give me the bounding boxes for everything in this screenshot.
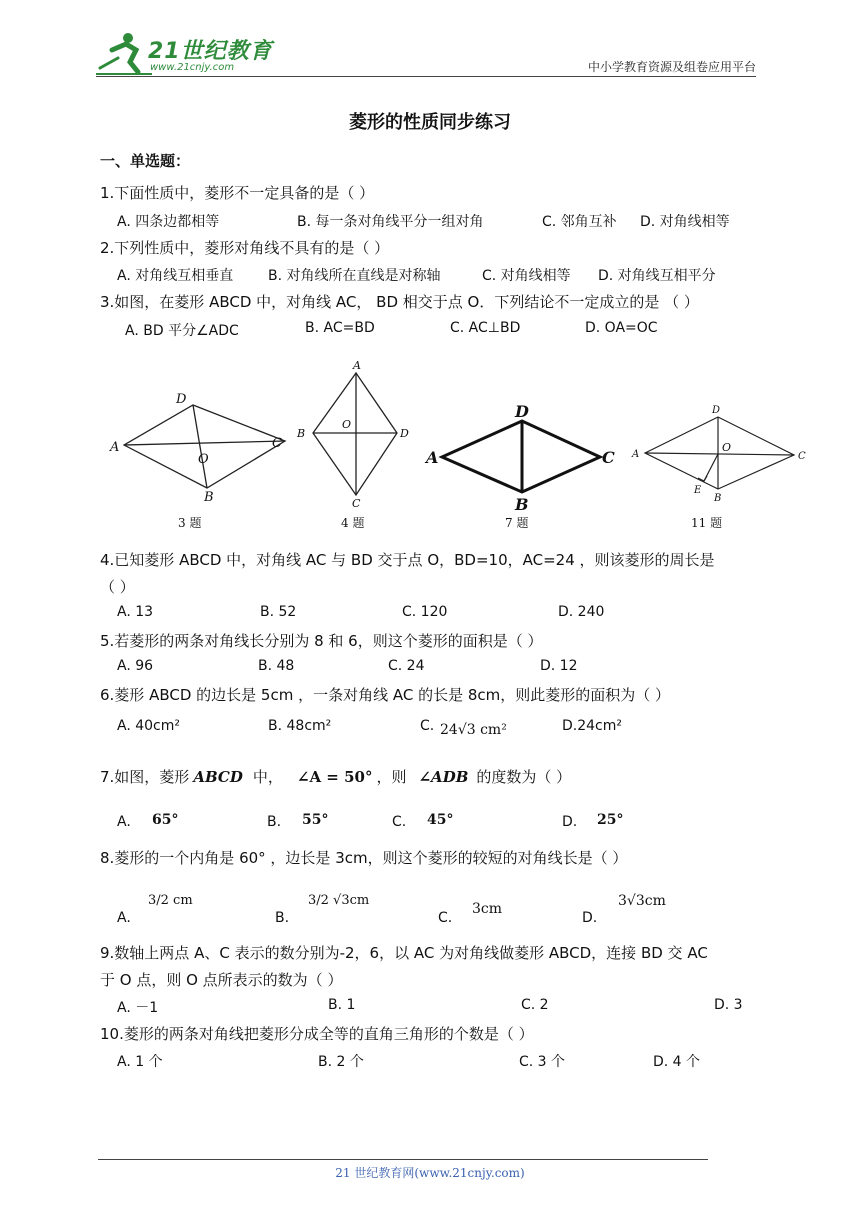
q4-option-a: A. 13 [117,604,154,620]
q5-option-a: A. 96 [117,658,154,674]
q5-option-b: B. 48 [258,658,295,674]
q9-option-c: C. 2 [521,997,549,1013]
question-8: 8.菱形的一个内角是 60° ，边长是 3cm，则这个菱形的较短的对角线长是（ ） [100,849,628,867]
q7-option-a-value: 65° [152,812,179,828]
q8-option-d: D. [582,910,598,926]
q7-math-angle-adb: ∠ADB [418,768,469,786]
section-heading: 一、单选题： [100,152,191,170]
q8-option-b: B. [275,910,290,926]
fig3-label-c: C [272,436,282,451]
q1-option-c: C. 邻角互补 [542,214,617,230]
q5-option-c: C. 24 [388,658,425,674]
q6-option-c: C. [420,718,435,734]
q8-option-a-value: 3/2 cm [148,893,193,908]
fig11-label-c: C [798,451,806,462]
fig4-label-a: A [353,359,361,372]
q7-option-d: D. [562,814,578,830]
question-6: 6.菱形 ABCD 的边长是 5cm ，一条对角线 AC 的长是 8cm，则此菱形的面积为（ ） [100,686,671,704]
fig7-label-d: D [515,402,529,421]
figure-11-caption: 11 题 [691,516,723,530]
fig4-label-b: B [297,427,306,440]
fig4-label-d: D [400,427,409,440]
q4-option-b: B. 52 [260,604,297,620]
question-9: 9.数轴上两点 A、C 表示的数分别为-2，6，以 AC 为对角线做菱形 ABCD，连接 BD 交 AC [100,944,708,962]
question-2: 2.下列性质中，菱形对角线不具有的是（ ） [100,239,390,257]
question-4-cont: （ ） [100,578,135,596]
q7-text-b: 中， [252,768,283,786]
q7-text-a: 7.如图，菱形 [100,768,190,786]
q10-option-c: C. 3 个 [519,1054,566,1070]
q3-option-a: A. BD 平分∠ADC [125,323,239,339]
figure-11 [645,417,794,489]
q7-option-b: B. [267,814,282,830]
figure-7-caption: 7 题 [505,516,529,530]
fig4-label-c: C [352,497,361,510]
question-3: 3.如图，在菱形 ABCD 中，对角线 AC， BD 相交于点 O．下列结论不一定成立的是 （ ） [100,293,699,311]
q7-option-a: A. [117,814,131,830]
footer-divider [98,1159,708,1160]
question-5: 5.若菱形的两条对角线长分别为 8 和 6，则这个菱形的面积是（ ） [100,632,543,650]
q8-option-c-value: 3cm [472,901,503,917]
q7-option-c: C. [392,814,407,830]
q3-option-c: C. AC⊥BD [450,320,521,336]
q7-option-d-value: 25° [597,812,624,828]
q6-option-d: D.24cm² [562,718,622,734]
q10-option-a: A. 1 个 [117,1054,163,1070]
q7-option-b-value: 55° [302,812,329,828]
page-title: 菱形的性质同步练习 [349,112,511,133]
question-4: 4.已知菱形 ABCD 中，对角线 AC 与 BD 交于点 O，BD=10，AC=24 ，则该菱形的周长是 [100,551,715,569]
q4-option-c: C. 120 [402,604,448,620]
q9-option-a: A. －1 [117,1000,159,1016]
q3-option-d: D. OA=OC [585,320,658,336]
q8-option-a: A. [117,910,131,926]
q7-option-c-value: 45° [427,812,454,828]
question-7 [100,766,571,787]
q4-option-d: D. 240 [558,604,605,620]
q7-text-d: 的度数为（ ） [476,768,572,786]
figure-3-caption: 3 题 [178,516,202,530]
fig7-label-a: A [426,448,439,467]
q10-option-b: B. 2 个 [318,1054,364,1070]
q3-option-b: B. AC=BD [305,320,375,336]
question-10: 10.菱形的两条对角线把菱形分成全等的直角三角形的个数是（ ） [100,1025,534,1043]
fig11-label-b: B [714,493,722,504]
fig3-label-a: A [110,440,120,455]
q7-math-angle-a: ∠A = 50° [296,768,373,786]
q6-option-a: A. 40cm² [117,718,180,734]
figure-4 [313,373,397,495]
q7-math-abcd: ABCD [193,768,243,786]
fig11-label-a: A [632,449,640,460]
fig3-label-b: B [204,490,214,505]
footer-text: 21 世纪教育网(www.21cnjy.com) [335,1166,525,1180]
q9-option-b: B. 1 [328,997,356,1013]
figure-4-caption: 4 题 [341,516,365,530]
question-1: 1.下面性质中，菱形不一定具备的是（ ） [100,184,375,202]
q2-option-d: D. 对角线互相平分 [598,268,716,284]
fig7-label-b: B [515,495,529,514]
fig11-label-o: O [722,441,732,454]
q7-text-c: ，则 [376,768,407,786]
fig4-label-o: O [342,418,352,431]
figure-3 [124,405,285,488]
q5-option-d: D. 12 [540,658,578,674]
question-9-cont: 于 O 点，则 O 点所表示的数为（ ） [100,971,343,989]
q2-option-b: B. 对角线所在直线是对称轴 [268,268,441,284]
fig11-label-e: E [694,485,702,496]
figures-row [100,355,820,515]
q2-option-a: A. 对角线互相垂直 [117,268,234,284]
q8-option-b-value: 3/2 √3cm [308,893,370,908]
q6-option-b: B. 48cm² [268,718,332,734]
figure-7 [442,421,600,492]
fig7-label-c: C [602,448,615,467]
fig3-label-o: O [198,452,209,467]
fig3-label-d: D [176,392,187,407]
q1-option-b: B. 每一条对角线平分一组对角 [297,214,484,230]
q2-option-c: C. 对角线相等 [482,268,571,284]
q1-option-d: D. 对角线相等 [640,214,730,230]
q8-option-c: C. [438,910,453,926]
header-platform: 中小学教育资源及组卷应用平台 [587,60,756,74]
q6-option-c-value: 24√3 cm² [440,722,507,738]
q8-option-d-value: 3√3cm [618,893,666,909]
fig11-label-d: D [712,405,721,416]
q10-option-d: D. 4 个 [653,1054,701,1070]
q1-option-a: A. 四条边都相等 [117,214,220,230]
logo-url: www.21cnjy.com [150,62,235,73]
logo-text: 21世纪教育 [148,39,273,64]
header-divider [96,76,756,77]
q9-option-d: D. 3 [714,997,743,1013]
